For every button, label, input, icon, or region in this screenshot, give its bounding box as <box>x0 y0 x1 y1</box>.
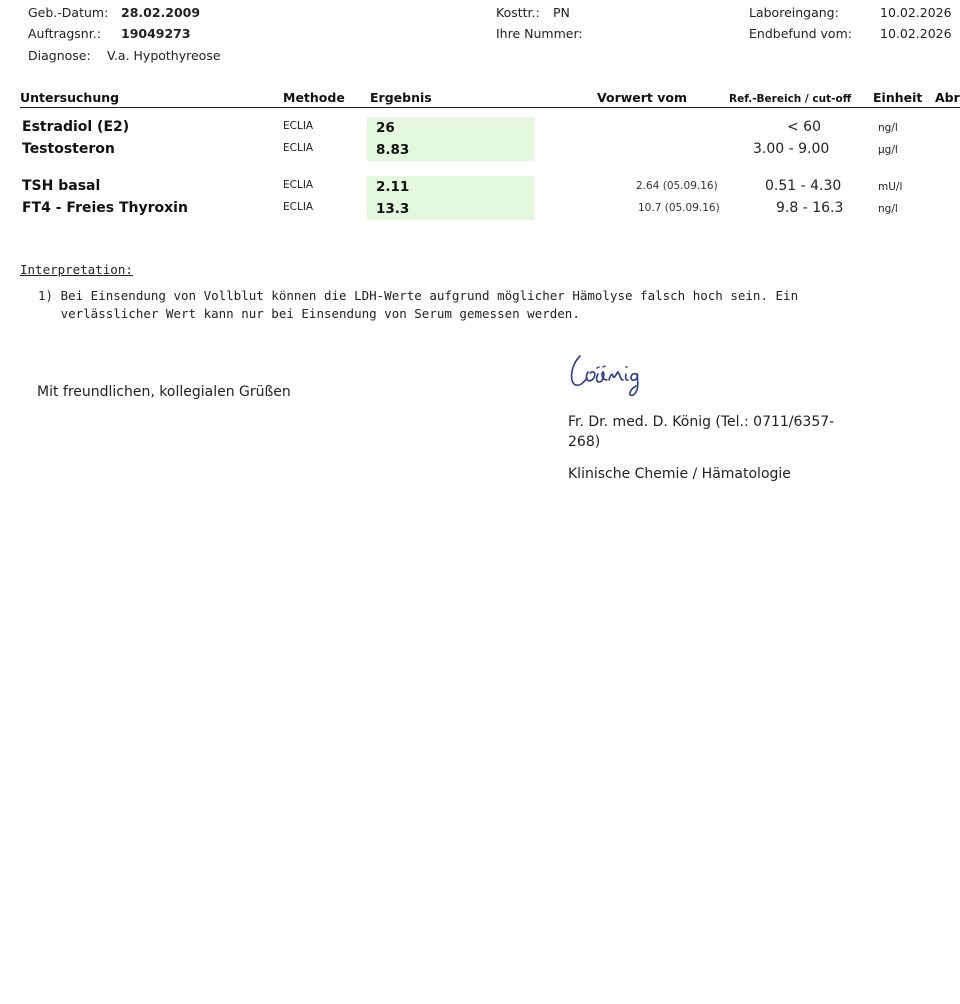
table-header-rule <box>20 107 960 108</box>
col-header-billing: Abr <box>935 90 960 105</box>
your-number-label: Ihre Nummer: <box>496 26 583 41</box>
test-method: ECLIA <box>283 201 314 213</box>
test-unit: µg/l <box>878 144 898 156</box>
col-header-method: Methode <box>283 90 345 105</box>
signer-name: Fr. Dr. med. D. König (Tel.: 0711/6357- <box>568 414 835 430</box>
interpretation-line: 1) Bei Einsendung von Vollblut können die LDH-Werte aufgrund möglicher Hämolyse falsch hoch sein. Ein <box>38 288 799 303</box>
diagnosis-value: V.a. Hypothyreose <box>107 48 221 63</box>
test-result: 8.83 <box>376 142 410 158</box>
test-reference-range: 9.8 - 16.3 <box>776 200 844 216</box>
test-name: Testosteron <box>22 141 115 157</box>
test-unit: mU/l <box>878 181 903 193</box>
closing-greeting: Mit freundlichen, kollegialen Grüßen <box>37 384 291 400</box>
cost-bearer-value: PN <box>553 5 570 20</box>
col-header-reference: Ref.-Bereich / cut-off <box>729 93 852 105</box>
final-report-value: 10.02.2026 <box>880 26 952 41</box>
order-number-label: Auftragsnr.: <box>28 26 101 41</box>
cost-bearer-label: Kosttr.: <box>496 5 540 20</box>
signer-phone-cont: 268) <box>568 434 601 450</box>
col-header-unit: Einheit <box>873 90 923 105</box>
test-reference-range: 3.00 - 9.00 <box>753 141 830 157</box>
test-result: 26 <box>376 120 395 136</box>
test-reference-range: < 60 <box>787 119 821 135</box>
col-header-previous: Vorwert vom <box>597 90 688 105</box>
birthdate-label: Geb.-Datum: <box>28 5 109 20</box>
interpretation-title: Interpretation: <box>20 262 133 277</box>
test-previous-value: 2.64 (05.09.16) <box>636 180 718 192</box>
test-unit: ng/l <box>878 203 898 215</box>
order-number-value: 19049273 <box>121 26 191 41</box>
lab-receipt-value: 10.02.2026 <box>880 5 952 20</box>
diagnosis-label: Diagnose: <box>28 48 91 63</box>
test-previous-value: 10.7 (05.09.16) <box>638 202 720 214</box>
test-method: ECLIA <box>283 120 314 132</box>
lab-receipt-label: Laboreingang: <box>749 5 839 20</box>
signer-department: Klinische Chemie / Hämatologie <box>568 466 791 482</box>
test-result: 2.11 <box>376 179 410 195</box>
test-unit: ng/l <box>878 122 898 134</box>
test-method: ECLIA <box>283 179 314 191</box>
birthdate-value: 28.02.2009 <box>121 5 201 20</box>
interpretation-line: verlässlicher Wert kann nur bei Einsendung von Serum gemessen werden. <box>38 306 580 321</box>
test-reference-range: 0.51 - 4.30 <box>765 178 842 194</box>
test-name: Estradiol (E2) <box>22 119 130 135</box>
test-method: ECLIA <box>283 142 314 154</box>
col-header-result: Ergebnis <box>370 90 432 105</box>
col-header-test: Untersuchung <box>20 90 120 105</box>
test-name: FT4 - Freies Thyroxin <box>22 200 188 216</box>
test-result: 13.3 <box>376 201 410 217</box>
test-name: TSH basal <box>22 178 101 194</box>
final-report-label: Endbefund vom: <box>749 26 852 41</box>
signature <box>566 352 656 402</box>
